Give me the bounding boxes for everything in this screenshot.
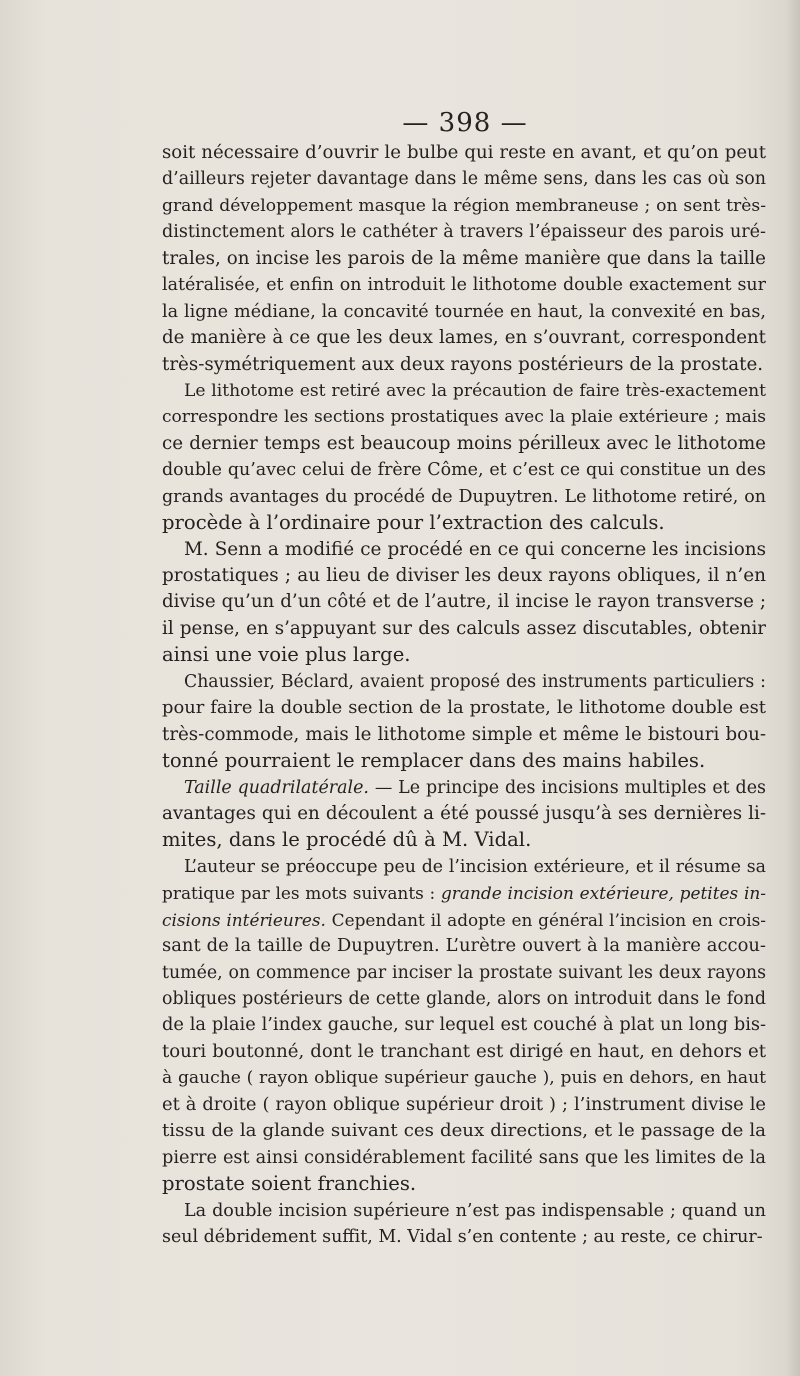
text-line: double qu’avec celui de frère Côme, et c’est ce qui constitue un des	[162, 460, 766, 481]
text-line: Le lithotome est retiré avec la précaution de faire très-exactement	[184, 380, 766, 401]
text-run: — Le principe des incisions multiples et des	[368, 777, 766, 798]
text-line: ainsi une voie plus large.	[162, 643, 411, 667]
text-line: de manière à ce que les deux lames, en s’ouvrant, correspondent	[162, 327, 766, 349]
text-line: prostatiques ; au lieu de diviser les deux rayons obliques, il n’en	[162, 565, 766, 586]
page-edge-shadow	[786, 0, 800, 1376]
italic-run: cisions intérieures.	[162, 909, 326, 930]
text-line: procède à l’ordinaire pour l’extraction des calculs.	[162, 511, 665, 535]
text-run: Cependant il adopte en général l’incision en crois-	[325, 909, 766, 930]
text-line: grands avantages du procédé de Dupuytren. Le lithotome retiré, on	[162, 486, 766, 507]
text-line: Chaussier, Béclard, avaient proposé des instruments particuliers :	[184, 671, 766, 692]
text-line: grand développement masque la région membraneuse ; on sent très-	[162, 195, 766, 216]
text-run: pratique par les mots suivants :	[162, 883, 441, 904]
text-line: trales, on incise les parois de la même manière que dans la taille	[162, 247, 766, 269]
section-heading: Taille quadrilatérale.	[184, 777, 369, 798]
text-line: pour faire la double section de la prostate, le lithotome double est	[162, 697, 766, 719]
text-line: prostate soient franchies.	[162, 1172, 417, 1196]
text-line: correspondre les sections prostatiques avec la plaie extérieure ; mais	[162, 407, 766, 428]
text-line: de la plaie l’index gauche, sur lequel est couché à plat un long bis-	[162, 1015, 766, 1036]
text-line: sant de la taille de Dupuytren. L’urètre ouvert à la manière accou-	[162, 935, 766, 957]
text-line: seul débridement suffit, M. Vidal s’en contente ; au reste, ce chirur-	[162, 1226, 763, 1247]
text-line: obliques postérieurs de cette glande, alors on introduit dans le fond	[162, 989, 766, 1009]
text-line: latéralisée, et enfin on introduit le lithotome double exactement sur	[162, 275, 766, 296]
italic-run: grande incision extérieure, petites in-	[440, 883, 766, 904]
text-line: L’auteur se préoccupe peu de l’incision extérieure, et il résume sa	[184, 856, 766, 877]
body-text	[162, 140, 766, 1250]
text-line: tonné pourraient le remplacer dans des mains habiles.	[162, 749, 706, 773]
text-line: touri boutonné, dont le tranchant est dirigé en haut, en dehors et	[162, 1040, 766, 1062]
text-line: à gauche ( rayon oblique supérieur gauche ), puis en dehors, en haut	[162, 1068, 766, 1089]
text-line: distinctement alors le cathéter à travers l’épaisseur des parois uré-	[162, 222, 766, 243]
text-line: tissu de la glande suivant ces deux directions, et le passage de la	[162, 1120, 766, 1142]
text-line	[162, 775, 766, 801]
text-line: soit nécessaire d’ouvrir le bulbe qui reste en avant, et qu’on peut	[162, 142, 766, 163]
text-line: et à droite ( rayon oblique supérieur droit ) ; l’instrument divise le	[162, 1093, 766, 1115]
text-line: M. Senn a modifié ce procédé en ce qui concerne les incisions	[184, 538, 766, 560]
text-line: la ligne médiane, la concavité tournée en haut, la convexité en bas,	[162, 301, 766, 322]
text-line: il pense, en s’appuyant sur des calculs assez discutables, obtenir	[162, 617, 766, 639]
text-line	[162, 880, 766, 906]
text-line: divise qu’un d’un côté et de l’autre, il incise le rayon transverse ;	[162, 591, 766, 613]
text-line: ce dernier temps est beaucoup moins périlleux avec le lithotome	[162, 432, 766, 454]
text-line: pierre est ainsi considérablement facilité sans que les limites de la	[162, 1147, 766, 1168]
text-line: très-commode, mais le lithotome simple et même le bistouri bou-	[162, 723, 766, 745]
text-line: tumée, on commence par inciser la prostate suivant les deux rayons	[162, 962, 766, 983]
text-line	[162, 907, 766, 933]
text-line: avantages qui en découlent a été poussé jusqu’à ses dernières li-	[162, 802, 766, 824]
text-line: mites, dans le procédé dû à M. Vidal.	[162, 828, 532, 852]
text-line: très-symétriquement aux deux rayons postérieurs de la prostate.	[162, 353, 764, 375]
page-number: — 398 —	[402, 108, 528, 138]
text-line: d’ailleurs rejeter davantage dans le même sens, dans les cas où son	[162, 169, 766, 190]
text-line: La double incision supérieure n’est pas indispensable ; quand un	[184, 1200, 766, 1221]
